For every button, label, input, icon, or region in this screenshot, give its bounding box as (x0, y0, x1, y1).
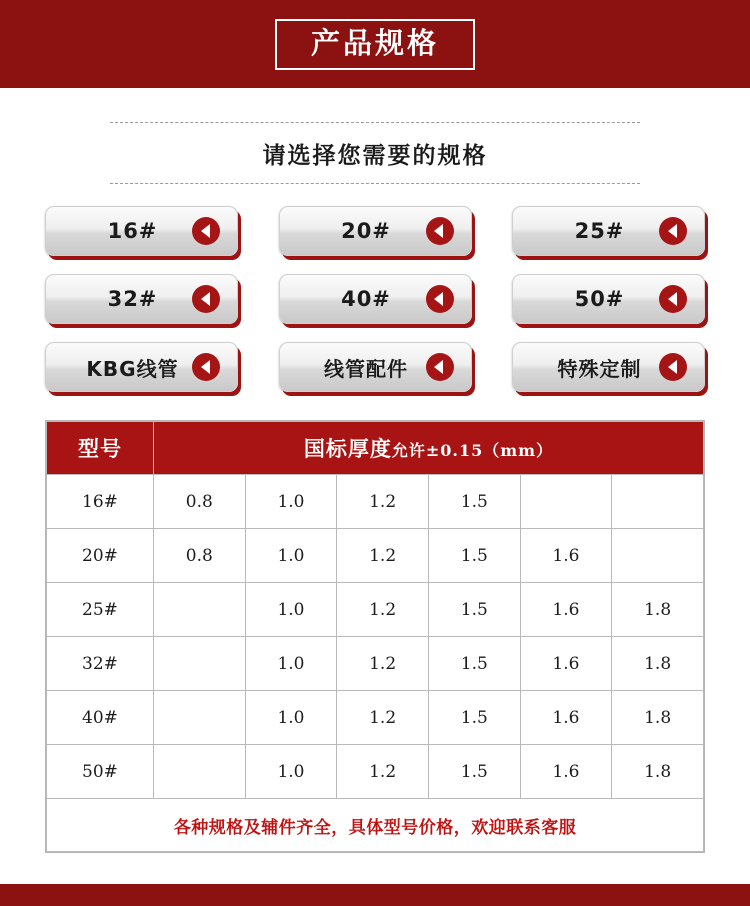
cell-value: 1.8 (612, 637, 704, 691)
spec-button-conduit-accessories[interactable] (279, 342, 472, 392)
play-arrow-icon (426, 217, 454, 245)
cell-value: 1.2 (337, 583, 429, 637)
spec-button-label: 特殊定制 (557, 356, 642, 381)
cell-value (612, 529, 704, 583)
cell-value: 1.5 (428, 637, 520, 691)
cell-model: 16# (47, 475, 154, 529)
subtitle-section (0, 122, 750, 184)
thickness-main-label: 国标厚度 (303, 436, 392, 461)
table-row (47, 637, 704, 691)
play-arrow-icon (192, 285, 220, 313)
bottom-bar (0, 884, 750, 906)
spec-button-label: 25# (574, 219, 625, 243)
cell-value: 1.6 (520, 691, 612, 745)
cell-value: 1.6 (520, 637, 612, 691)
spec-button-16[interactable] (45, 206, 238, 256)
cell-value: 1.2 (337, 745, 429, 799)
divider-bottom (110, 183, 640, 184)
table-row (47, 529, 704, 583)
cell-value: 1.8 (612, 583, 704, 637)
table-foot (47, 799, 704, 852)
play-arrow-icon (659, 285, 687, 313)
play-arrow-icon (426, 353, 454, 381)
spec-button-kbg-conduit[interactable] (45, 342, 238, 392)
cell-value: 1.5 (428, 745, 520, 799)
spec-button-label: 50# (574, 287, 625, 311)
cell-value (612, 475, 704, 529)
table-footer-row (47, 799, 704, 852)
spec-button-50[interactable] (512, 274, 705, 324)
table-row (47, 583, 704, 637)
cell-value: 0.8 (154, 475, 246, 529)
table-body (47, 475, 704, 799)
cell-value: 1.6 (520, 745, 612, 799)
spec-button-label: 线管配件 (324, 356, 408, 381)
spec-button-25[interactable] (512, 206, 705, 256)
footer-note: 各种规格及辅件齐全，具体型号价格，欢迎联系客服 (47, 799, 704, 852)
cell-model: 25# (47, 583, 154, 637)
cell-value: 1.5 (428, 475, 520, 529)
cell-value: 1.0 (245, 475, 337, 529)
cell-value (154, 637, 246, 691)
table-header-row (47, 422, 704, 475)
cell-value (520, 475, 612, 529)
cell-value: 1.2 (337, 475, 429, 529)
cell-value (154, 745, 246, 799)
spec-button-label: 20# (341, 219, 391, 243)
cell-value: 1.0 (245, 637, 337, 691)
table-row (47, 691, 704, 745)
spec-button-grid (45, 206, 705, 392)
cell-value: 1.8 (612, 691, 704, 745)
cell-value: 1.0 (245, 529, 337, 583)
cell-value: 1.2 (337, 637, 429, 691)
spec-button-40[interactable] (279, 274, 472, 324)
cell-value: 1.0 (245, 583, 337, 637)
spec-button-32[interactable] (45, 274, 238, 324)
table-row (47, 745, 704, 799)
page-banner (0, 0, 750, 88)
play-arrow-icon (192, 353, 220, 381)
cell-value: 0.8 (154, 529, 246, 583)
subtitle-text: 请选择您需要的规格 (262, 143, 488, 169)
spec-button-label: 32# (107, 287, 158, 311)
spec-button-label: 40# (341, 287, 391, 311)
spec-button-custom-made[interactable] (512, 342, 705, 392)
cell-value: 1.2 (337, 529, 429, 583)
cell-value (154, 691, 246, 745)
cell-value: 1.2 (337, 691, 429, 745)
thickness-sub-label: 允许±0.15（mm） (391, 441, 554, 460)
spec-button-20[interactable] (279, 206, 472, 256)
cell-model: 20# (47, 529, 154, 583)
column-header-model: 型号 (47, 422, 154, 475)
cell-model: 40# (47, 691, 154, 745)
play-arrow-icon (426, 285, 454, 313)
cell-value: 1.5 (428, 529, 520, 583)
cell-value (154, 583, 246, 637)
spec-table (46, 421, 704, 852)
play-arrow-icon (659, 353, 687, 381)
column-header-thickness (154, 422, 704, 475)
cell-model: 32# (47, 637, 154, 691)
cell-value: 1.6 (520, 529, 612, 583)
cell-value: 1.6 (520, 583, 612, 637)
cell-model: 50# (47, 745, 154, 799)
banner-title-box (275, 19, 475, 70)
play-arrow-icon (192, 217, 220, 245)
table-row (47, 475, 704, 529)
cell-value: 1.0 (245, 691, 337, 745)
page-title: 产品规格 (310, 25, 439, 60)
cell-value: 1.5 (428, 691, 520, 745)
cell-value: 1.8 (612, 745, 704, 799)
table-head (47, 422, 704, 475)
cell-value: 1.5 (428, 583, 520, 637)
cell-value: 1.0 (245, 745, 337, 799)
spec-button-label: KBG线管 (86, 356, 179, 381)
spec-button-label: 16# (107, 219, 158, 243)
play-arrow-icon (659, 217, 687, 245)
spec-table-container (45, 420, 705, 853)
